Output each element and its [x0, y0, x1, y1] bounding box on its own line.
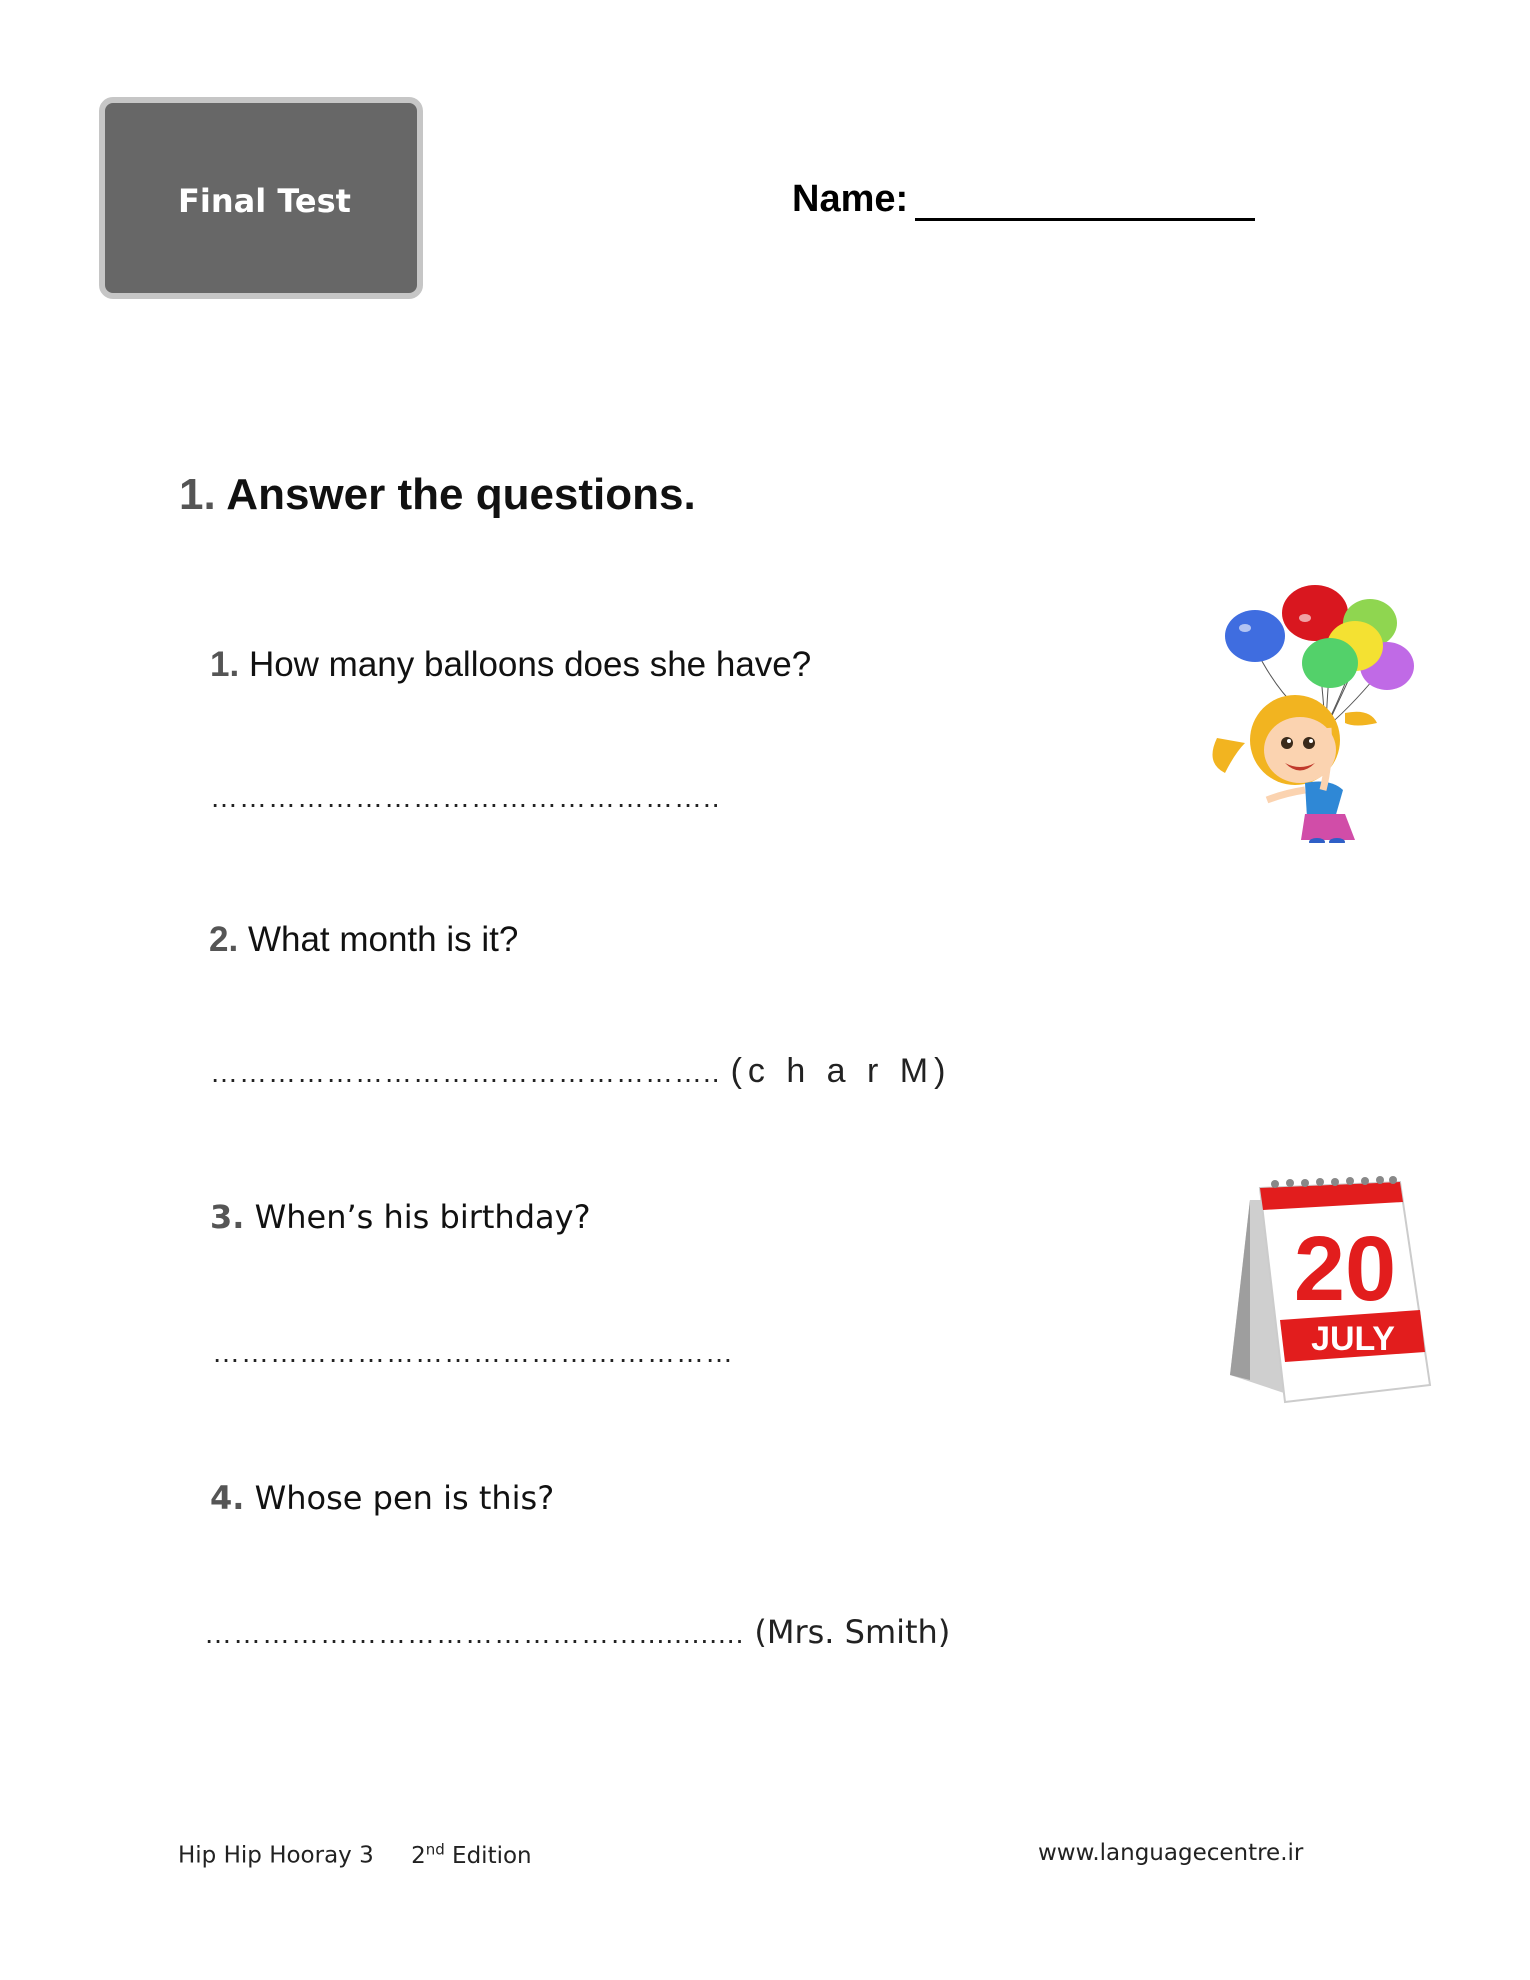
answer-line-1[interactable] — [210, 782, 721, 814]
answer-line-3[interactable] — [212, 1337, 734, 1369]
question-number: 2. — [209, 920, 239, 959]
name-label: Name: — [792, 178, 909, 220]
calendar-day: 20 — [1293, 1218, 1397, 1320]
calendar-illustration — [1205, 1170, 1440, 1410]
question-text: Whose pen is this? — [254, 1479, 555, 1517]
answer-line-4[interactable] — [204, 1613, 950, 1651]
test-title: Final Test — [178, 182, 351, 220]
question-1 — [210, 645, 811, 685]
answer-dots: ………………………………………............ — [204, 1618, 745, 1649]
answer-dots: ……………………………………………… — [212, 1337, 734, 1368]
name-blank-line[interactable] — [915, 218, 1255, 221]
calendar-month: JULY — [1311, 1320, 1395, 1358]
question-4 — [210, 1479, 554, 1517]
question-3 — [210, 1198, 591, 1236]
answer-dots: …………………………………………….. — [210, 1057, 721, 1088]
question-number: 3. — [210, 1198, 245, 1236]
answer-dots: …………………………………………….. — [210, 782, 721, 813]
question-number: 1. — [210, 645, 240, 684]
question-2 — [209, 920, 518, 960]
question-text: How many balloons does she have? — [248, 645, 812, 684]
section-title: Answer the questions. — [226, 470, 696, 519]
balloon-girl-illustration — [1205, 578, 1440, 843]
question-text: When’s his birthday? — [254, 1198, 591, 1236]
footer-book — [178, 1840, 532, 1869]
footer-edition: 2nd Edition — [411, 1840, 532, 1869]
answer-hint: (Mrs. Smith) — [754, 1613, 951, 1651]
footer-website[interactable]: www.languagecentre.ir — [1038, 1840, 1304, 1866]
question-text: What month is it? — [247, 920, 519, 959]
question-number: 4. — [210, 1479, 245, 1517]
section-heading — [179, 470, 696, 520]
answer-line-2[interactable] — [210, 1052, 951, 1091]
footer-book-title: Hip Hip Hooray 3 — [178, 1842, 374, 1869]
answer-hint: (c h a r M) — [730, 1052, 952, 1090]
section-number: 1. — [179, 470, 216, 519]
